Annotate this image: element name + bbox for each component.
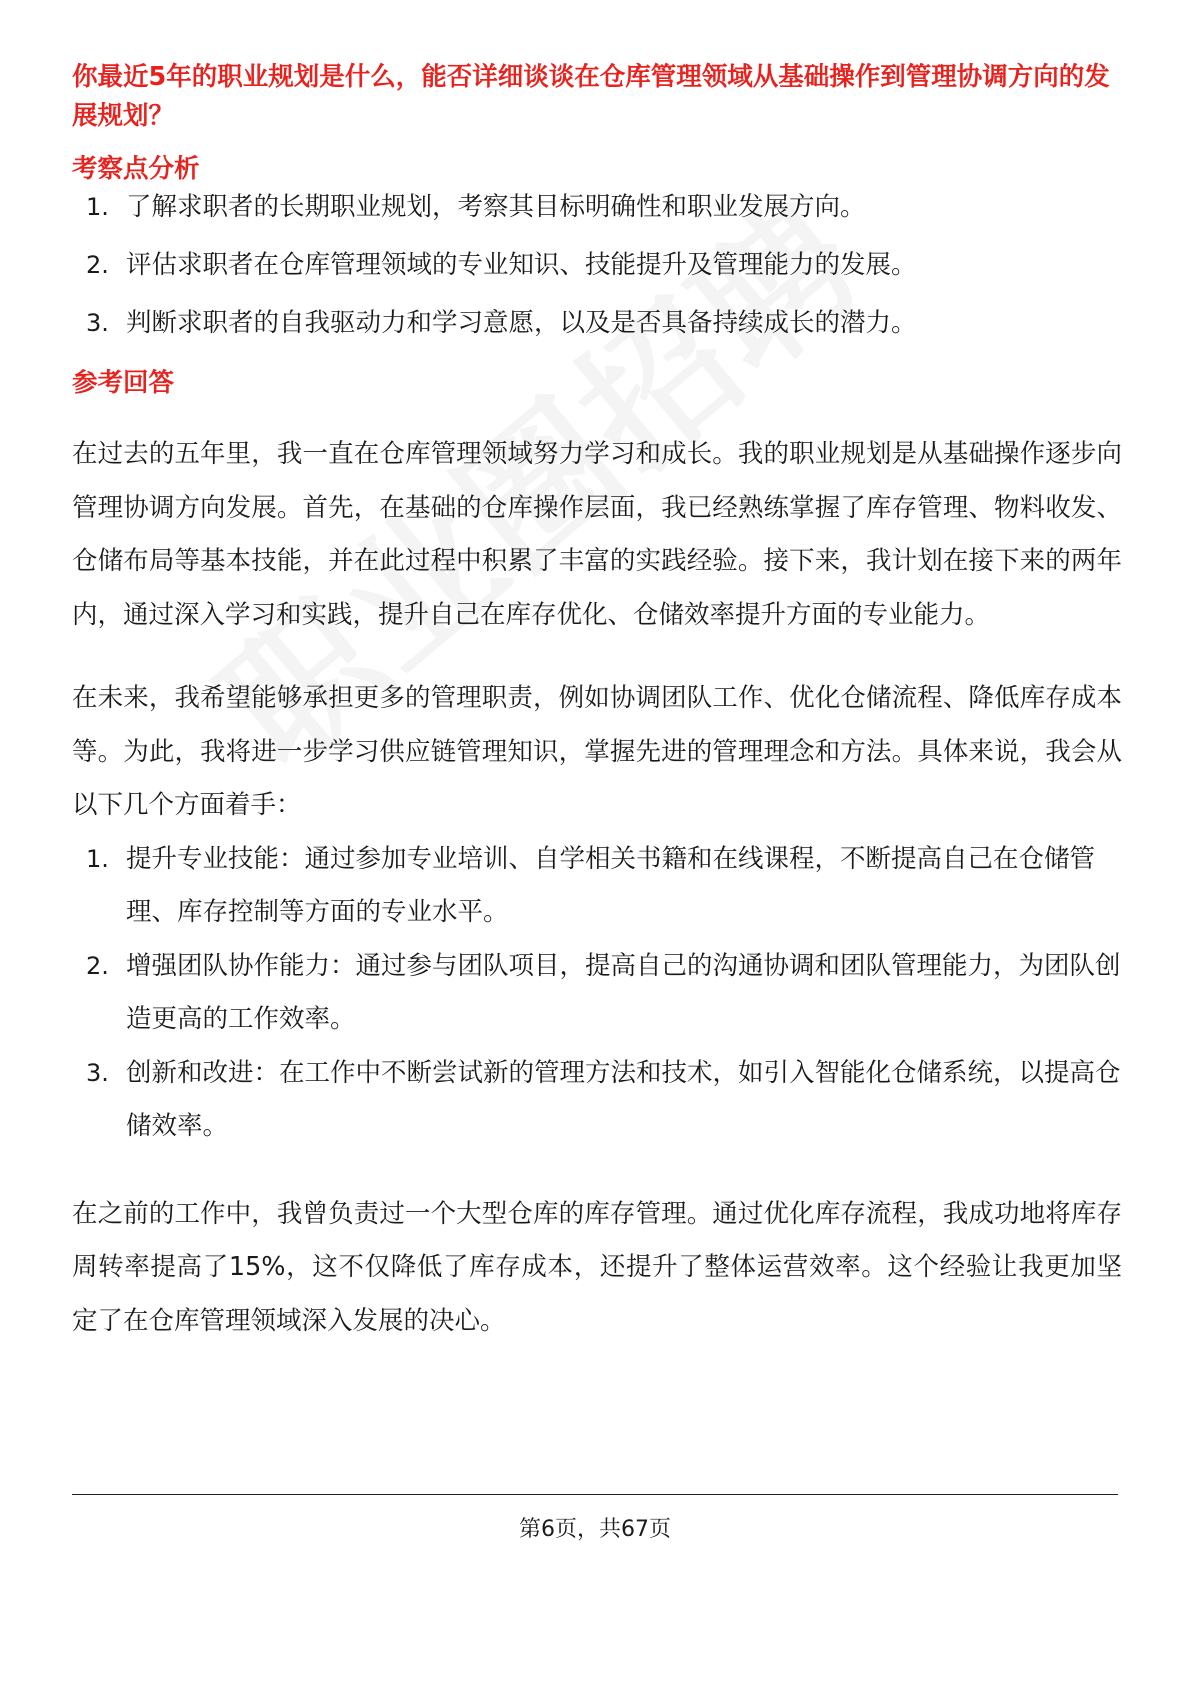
list-item-text: 创新和改进：在工作中不断尝试新的管理方法和技术，如引入智能化仓储系统，以提高仓储效率。 [126, 1057, 1121, 1141]
answer-paragraph-3: 在之前的工作中，我曾负责过一个大型仓库的库存管理。通过优化库存流程，我成功地将库存周转率提高了15%，这不仅降低了库存成本，还提升了整体运营效率。这个经验让我更加坚定了在仓库管理领域深入发展的决心。 [72, 1198, 1122, 1336]
list-item-number: 1. [86, 844, 109, 873]
footer-divider [72, 1494, 1118, 1495]
list-item-number: 3. [86, 309, 109, 337]
list-item-number: 2. [86, 951, 109, 980]
list-item [72, 246, 1122, 284]
answer-heading: 参考回答 [72, 368, 175, 398]
plan-list [72, 833, 1122, 1154]
list-item-number: 2. [86, 251, 109, 279]
list-item-text: 增强团队协作能力：通过参与团队项目，提高自己的沟通协调和团队管理能力，为团队创造更高的工作效率。 [126, 950, 1121, 1034]
list-item [72, 833, 1122, 940]
list-item [72, 304, 1122, 342]
list-item-number: 1. [86, 193, 109, 221]
answer-paragraph-2: 在未来，我希望能够承担更多的管理职责，例如协调团队工作、优化仓储流程、降低库存成本等。为此，我将进一步学习供应链管理知识，掌握先进的管理理念和方法。具体来说，我会从以下几个方面着手： [72, 683, 1122, 820]
analysis-heading: 考察点分析 [72, 154, 200, 184]
list-item [72, 188, 1122, 226]
list-item [72, 1047, 1122, 1154]
list-item-text: 了解求职者的长期职业规划，考察其目标明确性和职业发展方向。 [126, 192, 866, 222]
list-item [72, 940, 1122, 1047]
analysis-list [72, 188, 1122, 342]
question-title: 你最近5年的职业规划是什么，能否详细谈谈在仓库管理领域从基础操作到管理协调方向的发展规划？ [72, 62, 1110, 131]
page-content [72, 58, 1122, 1348]
answer-paragraph-1: 在过去的五年里，我一直在仓库管理领域努力学习和成长。我的职业规划是从基础操作逐步向管理协调方向发展。首先，在基础的仓库操作层面，我已经熟练掌握了库存管理、物料收发、仓储布局等基本技能，并在此过程中积累了丰富的实践经验。接下来，我计划在接下来的两年内，通过深入学习和实践，提升自己在库存优化、仓储效率提升方面的专业能力。 [72, 439, 1122, 630]
list-item-number: 3. [86, 1058, 109, 1087]
list-item-text: 评估求职者在仓库管理领域的专业知识、技能提升及管理能力的发展。 [126, 250, 917, 280]
list-item-text: 提升专业技能：通过参加专业培训、自学相关书籍和在线课程，不断提高自己在仓储管理、库存控制等方面的专业水平。 [126, 843, 1096, 927]
page-number: 第6页，共67页 [519, 1517, 671, 1542]
list-item-text: 判断求职者的自我驱动力和学习意愿，以及是否具备持续成长的潜力。 [126, 308, 917, 338]
